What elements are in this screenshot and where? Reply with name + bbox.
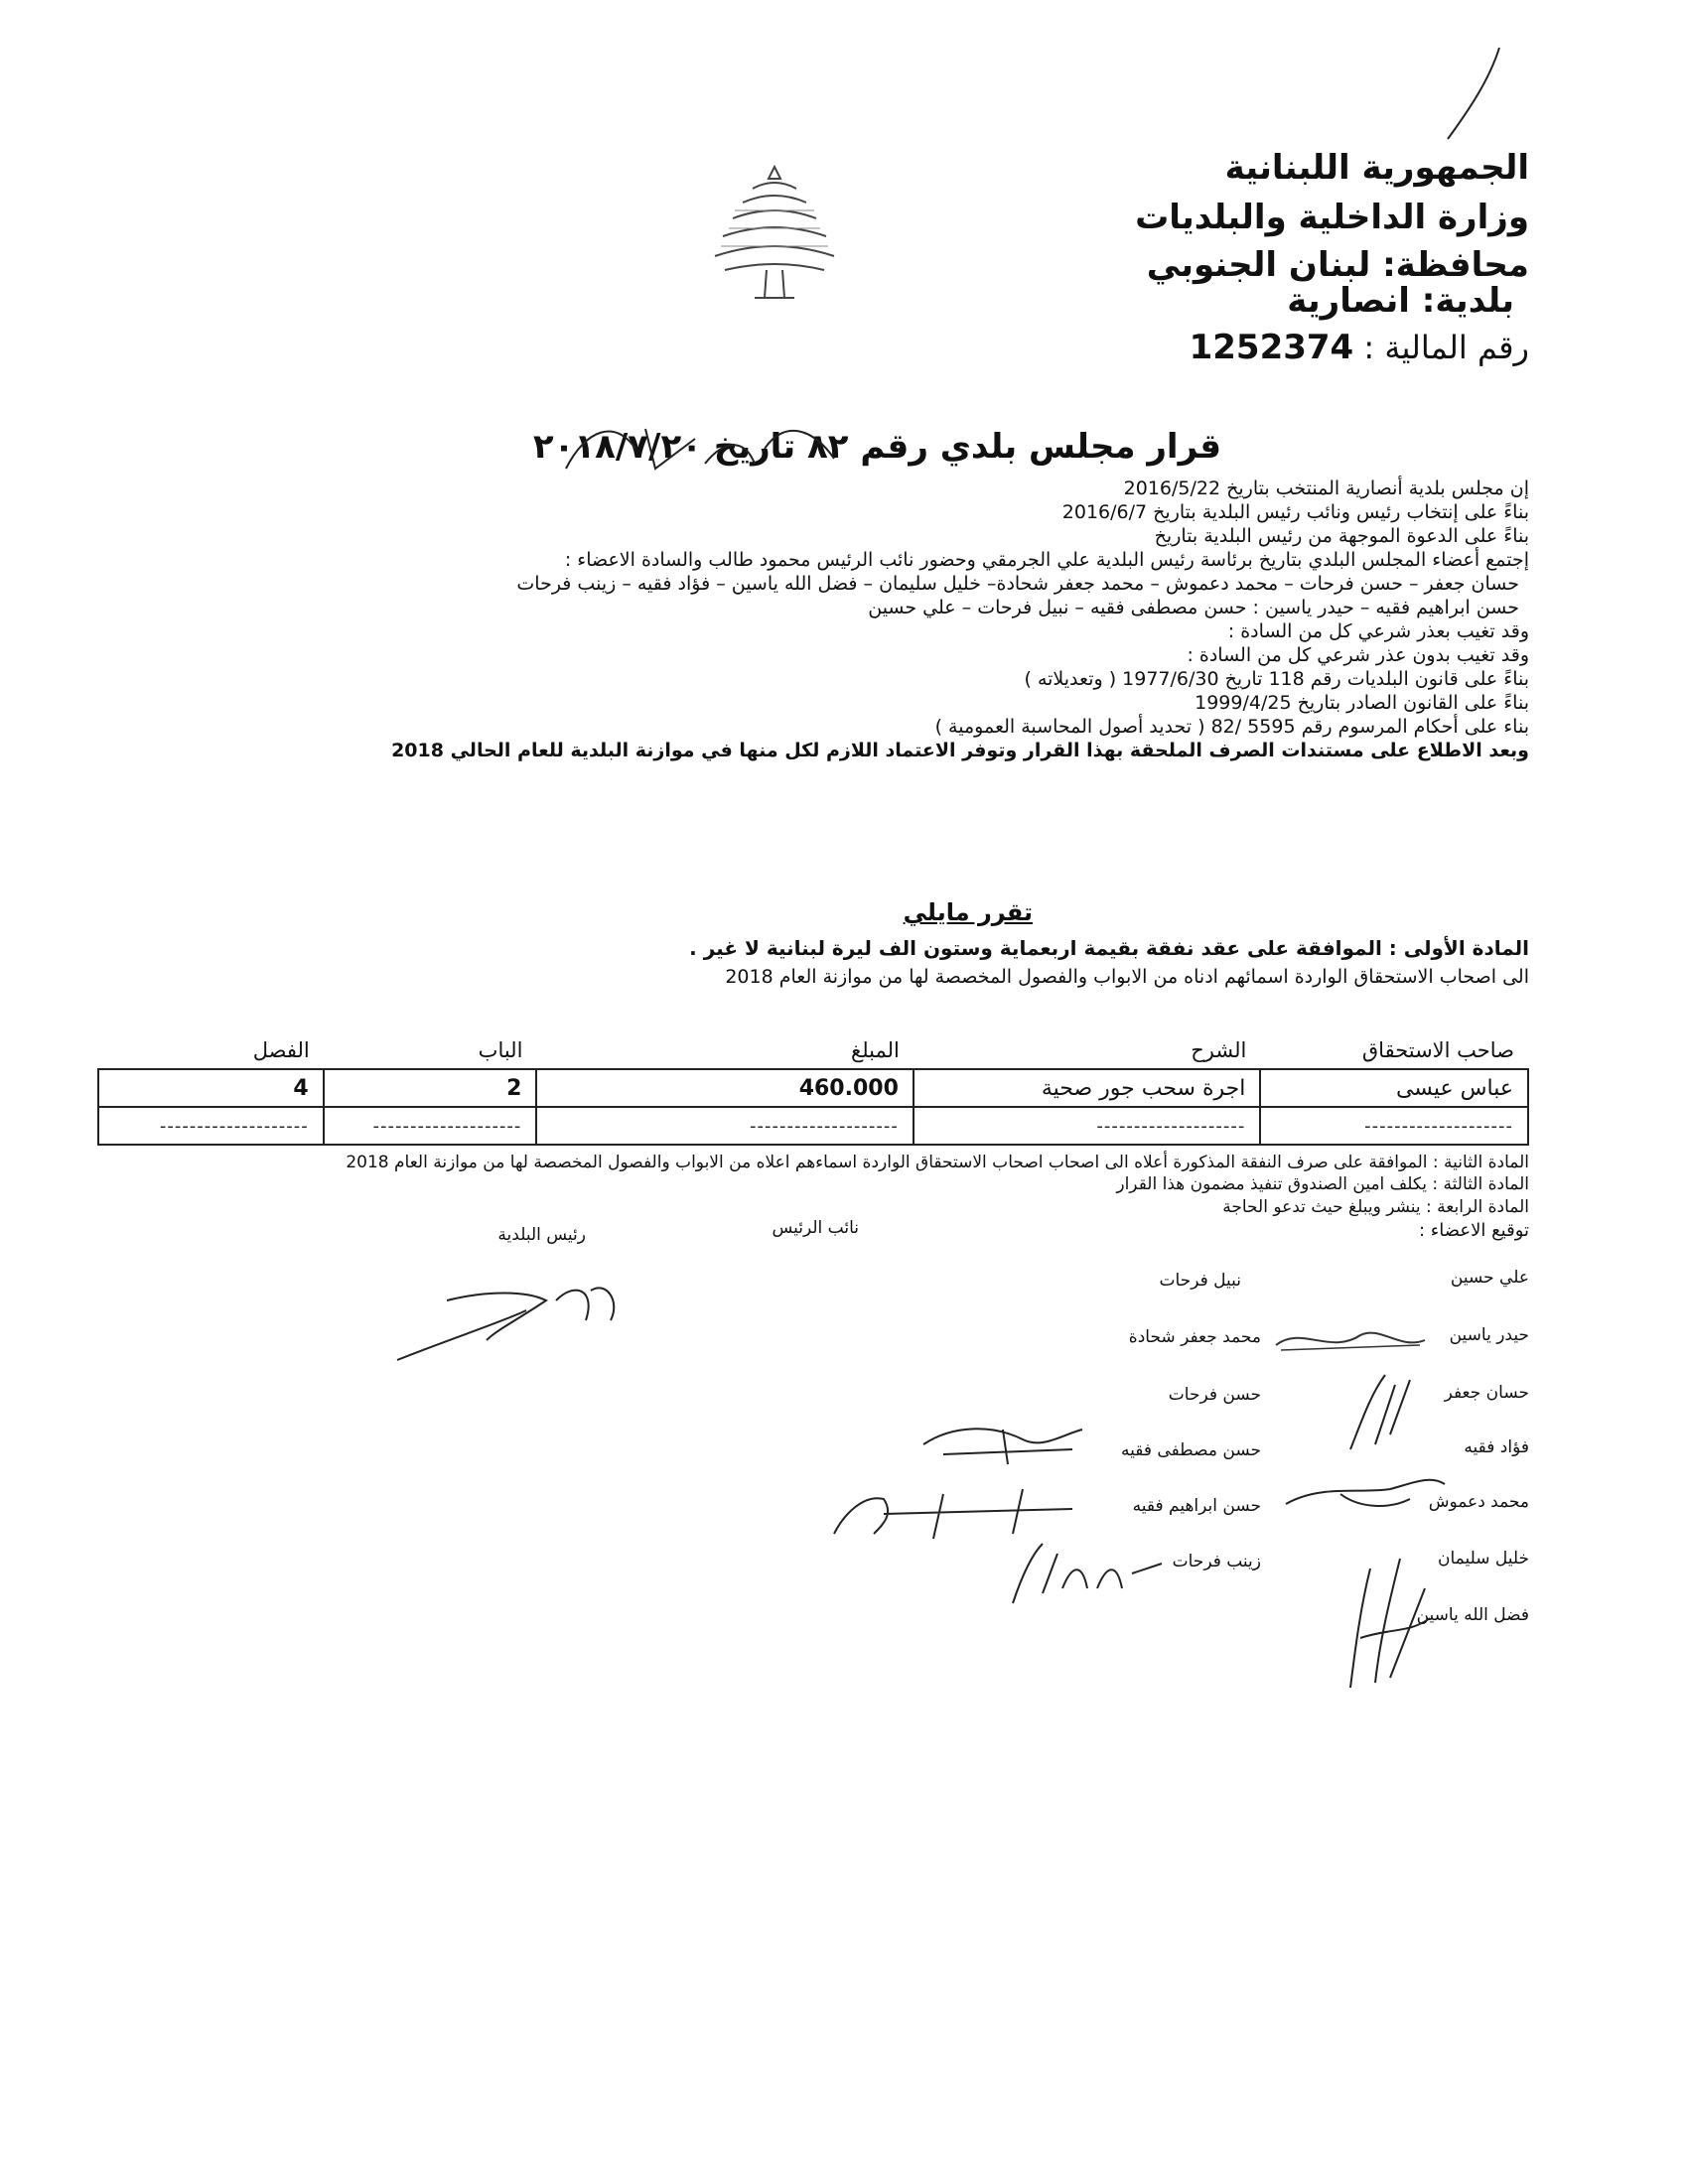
- preamble-line: بناءً على الدعوة الموجهة من رئيس البلدية بتاريخ: [1154, 525, 1529, 547]
- member-name: حسن فرحات: [1168, 1385, 1261, 1405]
- table-row: [98, 1069, 1528, 1107]
- preamble-line: حسن ابراهيم فقيه – حيدر ياسين : حسن مصطفى فقيه – نبيل فرحات – علي حسين: [868, 597, 1519, 618]
- cell-dashes: --------------------: [98, 1107, 324, 1145]
- member-name: فضل الله ياسين: [1416, 1605, 1529, 1625]
- article-line: المادة الثانية : الموافقة على صرف النفقة المذكورة أعلاه الى اصحاب اصحاب الاستحقاق الواردة اسماءهم اعلاه من الابواب والفصول المخصصة لها من موازنة العام 2018: [346, 1153, 1529, 1172]
- cell-section: 2: [324, 1069, 537, 1107]
- preamble-line: بناءً على إنتخاب رئيس ونائب رئيس البلدية بتاريخ 2016/6/7: [1061, 501, 1529, 523]
- preamble-line: بناء على أحكام المرسوم رقم 5595 /82 ( تحديد أصول المحاسبة العمومية ): [934, 716, 1529, 738]
- governorate-heading: محافظة: لبنان الجنوبي: [1146, 245, 1529, 285]
- finance-number-line: [1190, 326, 1529, 369]
- member-name: فؤاد فقيه: [1464, 1437, 1529, 1457]
- header-amount: المبلغ: [851, 1038, 900, 1062]
- member-name: علي حسين: [1450, 1268, 1529, 1288]
- cell-description: اجرة سحب جور صحية: [914, 1069, 1260, 1107]
- decision-heading: تقرر مايلي: [903, 898, 1033, 926]
- expense-table: [97, 1032, 1529, 1146]
- preamble-line: وبعد الاطلاع على مستندات الصرف الملحقة بهذا القرار وتوفر الاعتماد اللازم لكل منها في موازنة البلدية للعام الحالي 2018: [391, 740, 1529, 761]
- cell-dashes: --------------------: [1260, 1107, 1528, 1145]
- member-signature: [1331, 1549, 1440, 1698]
- preamble-line: وقد تغيب بعذر شرعي كل من السادة :: [1227, 620, 1529, 642]
- member-name: زينب فرحات: [1172, 1552, 1261, 1571]
- republic-heading: الجمهورية اللبنانية: [1224, 148, 1529, 188]
- article-line: المادة الرابعة : ينشر ويبلغ حيث تدعو الحاجة: [1222, 1197, 1529, 1217]
- member-signature: [914, 1415, 1092, 1474]
- header-beneficiary: صاحب الاستحقاق: [1361, 1038, 1514, 1062]
- table-row: [98, 1107, 1528, 1145]
- member-name: خليل سليمان: [1437, 1549, 1529, 1569]
- member-signature: [1271, 1320, 1430, 1360]
- preamble-line: بناءً على قانون البلديات رقم 118 تاريخ 1977/6/30 ( وتعديلاته ): [1024, 668, 1529, 690]
- member-signature: [1281, 1464, 1450, 1524]
- member-name: حسان جعفر: [1444, 1383, 1529, 1403]
- article-one-line: الى اصحاب الاستحقاق الواردة اسمائهم ادناه من الابواب والفصول المخصصة لها من موازنة العام 2018: [725, 966, 1529, 988]
- decision-title: قرار مجلس بلدي رقم ٨٢ تاريخ ٢٠١٨/٧/٢٠: [532, 427, 1221, 467]
- preamble-line: حسان جعفر – حسن فرحات – محمد دعموش – محمد جعفر شحادة– خليل سليمان – فضل الله ياسين – فؤاد فقيه – زينب فرحات: [516, 573, 1519, 595]
- article-one-line: المادة الأولى : الموافقة على عقد نفقة بقيمة اربعماية وستون الف ليرة لبنانية لا غير .: [689, 936, 1529, 960]
- preamble-line: وقد تغيب بدون عذر شرعي كل من السادة :: [1187, 644, 1529, 666]
- member-signature: [1340, 1365, 1420, 1454]
- member-name: حسن مصطفى فقيه: [1121, 1440, 1261, 1460]
- cell-amount: 460.000: [536, 1069, 913, 1107]
- corner-pen-mark: [1430, 40, 1509, 149]
- header-section: الباب: [478, 1038, 523, 1062]
- preamble-line: بناءً على القانون الصادر بتاريخ 1999/4/25: [1195, 692, 1529, 714]
- article-line: المادة الثالثة : يكلف امين الصندوق تنفيذ مضمون هذا القرار: [1116, 1174, 1529, 1194]
- article-one-block: [139, 935, 1529, 992]
- cedar-emblem-icon: [695, 159, 854, 308]
- member-name: نبيل فرحات: [1159, 1271, 1241, 1291]
- cell-chapter: 4: [98, 1069, 324, 1107]
- article-line: توقيع الاعضاء :: [1419, 1220, 1529, 1241]
- member-signature: [1003, 1534, 1172, 1613]
- cell-dashes: --------------------: [914, 1107, 1260, 1145]
- member-name: حسن ابراهيم فقيه: [1132, 1496, 1261, 1516]
- finance-label: رقم المالية :: [1363, 329, 1529, 366]
- preamble-block: [139, 477, 1529, 762]
- member-name: محمد دعموش: [1428, 1492, 1529, 1512]
- cell-beneficiary: عباس عيسى: [1260, 1069, 1528, 1107]
- finance-number: 1252374: [1189, 328, 1354, 367]
- member-name: حيدر ياسين: [1449, 1325, 1529, 1345]
- municipality-heading: بلدية: انصارية: [1287, 281, 1514, 321]
- preamble-line: إجتمع أعضاء المجلس البلدي بتاريخ برئاسة رئيس البلدية علي الجرمقي وحضور نائب الرئيس محمود طالب والسادة الاعضاء :: [564, 549, 1529, 571]
- header-description: الشرح: [1191, 1038, 1247, 1062]
- header-chapter: الفصل: [252, 1038, 310, 1062]
- member-name: محمد جعفر شحادة: [1128, 1327, 1261, 1347]
- vice-president-label: نائب الرئيس: [772, 1218, 859, 1238]
- cell-dashes: --------------------: [536, 1107, 913, 1145]
- mayor-label: رئيس البلدية: [497, 1225, 586, 1245]
- cell-dashes: --------------------: [324, 1107, 537, 1145]
- preamble-line: إن مجلس بلدية أنصارية المنتخب بتاريخ 2016/5/22: [1123, 478, 1529, 499]
- table-header-row: [98, 1032, 1528, 1069]
- mayor-signature: [387, 1261, 626, 1370]
- ministry-heading: وزارة الداخلية والبلديات: [1135, 198, 1529, 237]
